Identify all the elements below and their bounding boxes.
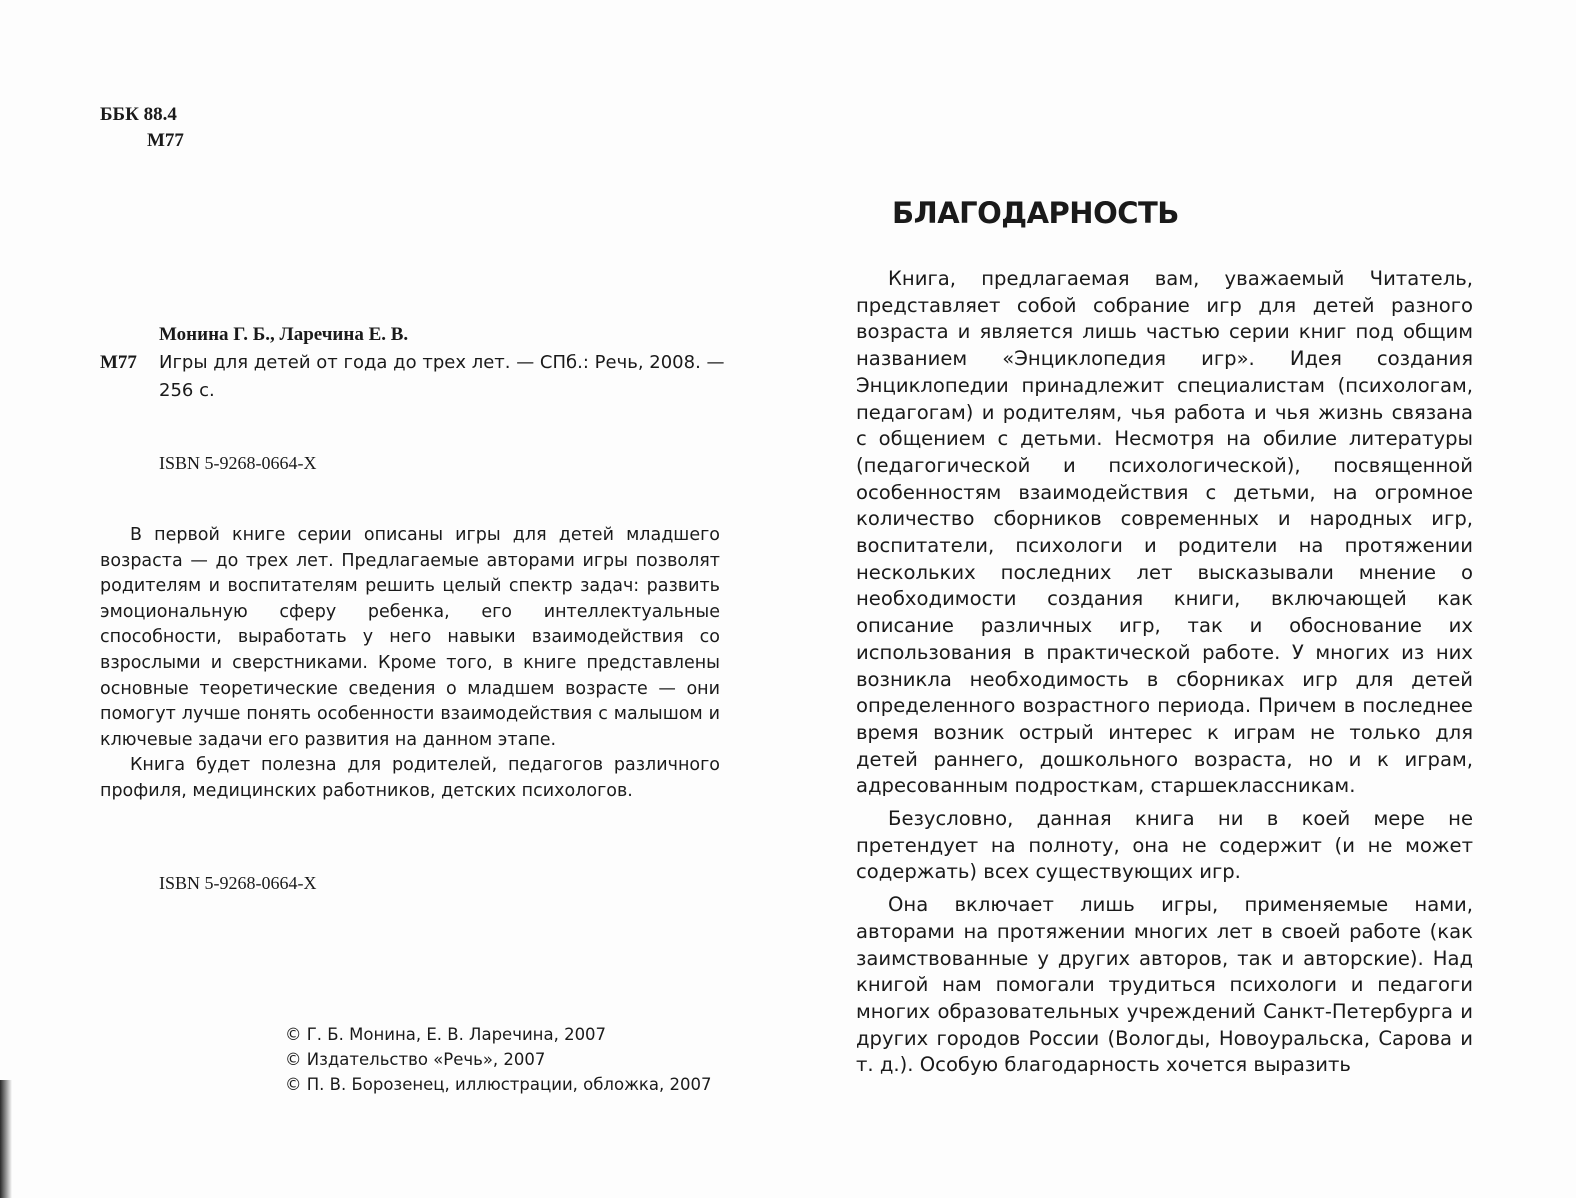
annotation: [100, 523, 720, 805]
copyright-line: © Г. Б. Монина, Е. В. Ларечина, 2007: [285, 1025, 607, 1044]
bbk-block: [100, 102, 184, 154]
copyright-block: [285, 1022, 712, 1097]
chapter-title: БЛАГОДАРНОСТЬ: [892, 196, 1179, 230]
catalog-code: М77: [100, 352, 137, 373]
body-paragraph: Она включает лишь игры, применяемые нами, авторами на протяжении многих лет в своей работе (как заимствованные у других авторов, так и авторские). Над книгой нам помогали трудиться психологи и педагоги многих образовательных учреждений Санкт-Петербурга и других городов России (Вологды, Новоуральска, Сарова и т. д.). Особую благодарность хочется выразить: [856, 893, 1473, 1077]
bbk-code: ББК 88.4: [100, 104, 177, 125]
copyright-line: © Издательство «Речь», 2007: [285, 1050, 546, 1069]
bibliographic-record: [100, 321, 740, 405]
authors: Монина Г. Б., Ларечина Е. В.: [159, 324, 409, 345]
catalog-entry: Игры для детей от года до трех лет. — СПб.: Речь, 2008. — 256 с.: [159, 352, 725, 401]
author-mark: М77: [147, 130, 184, 151]
copyright-line: © П. В. Борозенец, иллюстрации, обложка, 2007: [285, 1075, 712, 1094]
isbn-bottom: ISBN 5-9268-0664-Х: [159, 873, 317, 893]
isbn-top: ISBN 5-9268-0664-Х: [159, 453, 317, 473]
right-page: [788, 0, 1576, 1198]
chapter-body: [856, 266, 1473, 1085]
catalog-line: [100, 349, 740, 405]
annotation-paragraph: Книга будет полезна для родителей, педагогов различного профиля, медицинских работников, детских психологов.: [100, 755, 720, 801]
body-paragraph: Безусловно, данная книга ни в коей мере не претендует на полноту, она не содержит (и не может содержать) всех существующих игр.: [856, 807, 1473, 884]
body-paragraph: Книга, предлагаемая вам, уважаемый Читатель, представляет собой собрание игр для детей разного возраста и является лишь частью серии книг под общим названием «Энциклопедия игр». Идея создания Энциклопедии принадлежит специалистам (психологам, педагогам) и родителям, чья работа и чья жизнь связана с общением с детьми. Несмотря на обилие литературы (педагогической и психологической), посвященной особенностям взаимодействия с детьми, на огромное количество сборников современных и народных игр, воспитатели, психологи и родители на протяжении нескольких последних лет высказывали мнение о необходимости создания книги, включающей как описание различных игр, так и обоснование их использования в практической работе. У многих из них возникла необходимость в сборниках игр для детей определенного возрастного периода. Причем в последнее время возник острый интерес к играм не только для детей раннего, дошкольного возраста, но и к играм, адресованным подросткам, старшеклассникам.: [856, 267, 1473, 798]
page-edge-shadow: [0, 1080, 12, 1198]
annotation-paragraph: В первой книге серии описаны игры для детей младшего возраста — до трех лет. Предлагаемые авторами игры позволят родителям и воспитателям решить целый спектр задач: развить эмоциональную сферу ребенка, его интеллектуальные способности, выработать у него навыки взаимодействия со взрослыми и сверстниками. Кроме того, в книге представлены основные теоретические сведения о младшем возрасте — они помогут лучше понять особенности взаимодействия с малышом и ключевые задачи его развития на данном этапе.: [100, 525, 720, 750]
